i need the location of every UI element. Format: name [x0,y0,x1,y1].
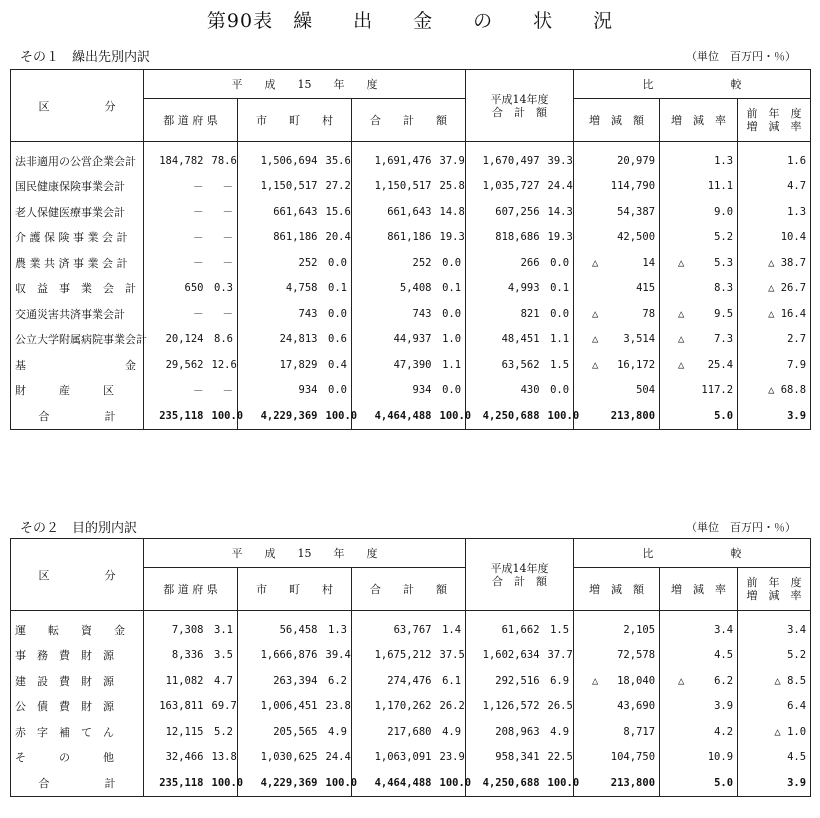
header-change-rate: 増 減 率 [660,568,738,611]
header-prev-year: 平成14年度 合 計 額 [466,539,574,611]
city-percent: 0.1 [322,276,352,302]
prev-amount: 1,602,634 [466,643,544,669]
city-percent: 27.2 [322,174,352,200]
prev-percent: 1.1 [544,327,574,353]
pref-percent: 3.1 [208,611,238,643]
prev-amount: 430 [466,378,544,404]
total-percent: 1.0 [436,327,466,353]
prev-change-rate: △ 8.5 [738,668,811,694]
pref-percent: 78.6 [208,142,238,174]
city-amount: 252 [238,250,322,276]
total-percent: 0.1 [436,276,466,302]
table-row [11,611,811,643]
total-amount: 1,170,262 [352,694,436,720]
table-row [11,694,811,720]
change-rate: 5.2 [660,225,738,251]
pref-amount: 29,562 [144,352,208,378]
city-amount: 743 [238,301,322,327]
pref-amount: － [144,174,208,200]
prev-amount: 266 [466,250,544,276]
total-percent: 23.9 [436,745,466,771]
prev-percent: 37.7 [544,643,574,669]
pref-amount: 7,308 [144,611,208,643]
change-rate: 3.4 [660,611,738,643]
prev-percent: 0.0 [544,378,574,404]
total-percent: 0.0 [436,301,466,327]
header-city: 市 町 村 [238,99,352,142]
header-total: 合 計 額 [352,568,466,611]
prev-change-rate: 1.3 [738,199,811,225]
change-amount: △ 16,172 [574,352,660,378]
change-amount: 504 [574,378,660,404]
prev-percent: 100.0 [544,770,574,796]
prev-change-rate: 3.9 [738,770,811,796]
pref-percent: － [208,301,238,327]
table-row [11,250,811,276]
pref-percent: － [208,250,238,276]
prev-change-rate: △ 1.0 [738,719,811,745]
row-label: 法非適用の公営企業会計 [11,142,144,174]
table-row [11,352,811,378]
change-rate: 5.0 [660,770,738,796]
prev-change-rate: 3.9 [738,403,811,429]
row-label: 建 設 費 財 源 [11,668,144,694]
header-year-group: 平 成 15 年 度 [144,539,466,568]
row-label: 公立大学附属病院事業会計 [11,327,144,353]
header-prefecture: 都 道 府 県 [144,99,238,142]
total-amount: 743 [352,301,436,327]
row-label: 基 金 [11,352,144,378]
pref-amount: － [144,199,208,225]
decrease-mark: △ [592,358,599,371]
table-row [11,142,811,174]
change-rate: △ 25.4 [660,352,738,378]
header-category: 区 分 [11,70,144,142]
table-row [11,378,811,404]
decrease-mark: △ [678,674,685,687]
destination-breakdown-table [10,69,811,430]
prev-change-rate: 4.5 [738,745,811,771]
row-label: 介 護 保 険 事 業 会 計 [11,225,144,251]
pref-amount: 32,466 [144,745,208,771]
table-row [11,276,811,302]
total-amount: 661,643 [352,199,436,225]
city-percent: 39.4 [322,643,352,669]
prev-change-rate: 3.4 [738,611,811,643]
change-amount: 213,800 [574,770,660,796]
prev-change-rate: 1.6 [738,142,811,174]
total-amount: 252 [352,250,436,276]
change-amount: 104,750 [574,745,660,771]
pref-percent: 100.0 [208,403,238,429]
header-change-amount: 増 減 額 [574,99,660,142]
table-row [11,327,811,353]
total-amount: 1,063,091 [352,745,436,771]
prev-amount: 63,562 [466,352,544,378]
pref-percent: 69.7 [208,694,238,720]
header-change-amount: 増 減 額 [574,568,660,611]
prev-percent: 6.9 [544,668,574,694]
decrease-mark: △ [678,358,685,371]
header-compare: 比 較 [574,539,811,568]
city-percent: 24.4 [322,745,352,771]
change-amount: 2,105 [574,611,660,643]
city-amount: 1,006,451 [238,694,322,720]
pref-amount: 20,124 [144,327,208,353]
row-label: 農 業 共 済 事 業 会 計 [11,250,144,276]
total-amount: 1,675,212 [352,643,436,669]
pref-percent: － [208,378,238,404]
pref-amount: 650 [144,276,208,302]
page-title: 第90表 繰 出 金 の 状 況 [206,10,614,32]
pref-amount: － [144,378,208,404]
unit-note: （単位 百万円・％） [686,521,796,534]
change-amount: △ 18,040 [574,668,660,694]
prev-percent: 0.0 [544,250,574,276]
prev-amount: 1,035,727 [466,174,544,200]
pref-percent: 5.2 [208,719,238,745]
total-amount: 1,150,517 [352,174,436,200]
prev-percent: 24.4 [544,174,574,200]
table-row [11,403,811,429]
prev-amount: 958,341 [466,745,544,771]
pref-amount: 8,336 [144,643,208,669]
decrease-mark: △ [678,307,685,320]
city-amount: 17,829 [238,352,322,378]
total-percent: 19.3 [436,225,466,251]
prev-change-rate: △ 68.8 [738,378,811,404]
change-rate: △ 5.3 [660,250,738,276]
section-title: その１ 繰出先別内訳 [20,50,151,65]
row-label: 合 計 [11,770,144,796]
header-prev-year: 平成14年度 合 計 額 [466,70,574,142]
prev-percent: 0.1 [544,276,574,302]
prev-amount: 4,250,688 [466,770,544,796]
change-rate: 4.5 [660,643,738,669]
city-percent: 23.8 [322,694,352,720]
change-amount: 415 [574,276,660,302]
pref-amount: 12,115 [144,719,208,745]
city-percent: 20.4 [322,225,352,251]
change-rate: 9.0 [660,199,738,225]
table-row [11,643,811,669]
pref-percent: 8.6 [208,327,238,353]
header-total: 合 計 額 [352,99,466,142]
header-prev-change: 前 年 度 増 減 率 [738,99,811,142]
city-amount: 661,643 [238,199,322,225]
total-amount: 1,691,476 [352,142,436,174]
total-amount: 274,476 [352,668,436,694]
row-label: 事 務 費 財 源 [11,643,144,669]
city-percent: 15.6 [322,199,352,225]
total-percent: 4.9 [436,719,466,745]
prev-amount: 1,670,497 [466,142,544,174]
total-percent: 14.8 [436,199,466,225]
row-label: 運 転 資 金 [11,611,144,643]
prev-amount: 61,662 [466,611,544,643]
city-percent: 0.0 [322,378,352,404]
prev-amount: 1,126,572 [466,694,544,720]
total-percent: 37.9 [436,142,466,174]
city-percent: 100.0 [322,403,352,429]
total-amount: 217,680 [352,719,436,745]
pref-percent: － [208,225,238,251]
decrease-mark: △ [592,307,599,320]
prev-percent: 26.5 [544,694,574,720]
row-label: 交通災害共済事業会計 [11,301,144,327]
prev-change-rate: 7.9 [738,352,811,378]
prev-change-rate: 2.7 [738,327,811,353]
pref-amount: － [144,250,208,276]
pref-amount: － [144,225,208,251]
city-percent: 0.0 [322,301,352,327]
city-percent: 0.6 [322,327,352,353]
prev-amount: 48,451 [466,327,544,353]
change-rate: 1.3 [660,142,738,174]
city-amount: 24,813 [238,327,322,353]
prev-percent: 0.0 [544,301,574,327]
prev-change-rate: △ 16.4 [738,301,811,327]
row-label: 赤 字 補 て ん [11,719,144,745]
total-percent: 100.0 [436,403,466,429]
prev-amount: 821 [466,301,544,327]
change-rate: 4.2 [660,719,738,745]
change-rate: 117.2 [660,378,738,404]
pref-amount: 184,782 [144,142,208,174]
total-amount: 4,464,488 [352,770,436,796]
change-amount: 213,800 [574,403,660,429]
table-row [11,174,811,200]
city-amount: 934 [238,378,322,404]
change-amount: 20,979 [574,142,660,174]
change-amount: △ 78 [574,301,660,327]
row-label: 合 計 [11,403,144,429]
header-compare: 比 較 [574,70,811,99]
change-amount: 54,387 [574,199,660,225]
prev-amount: 4,993 [466,276,544,302]
table-row [11,745,811,771]
row-label: 収 益 事 業 会 計 [11,276,144,302]
total-percent: 0.0 [436,250,466,276]
total-percent: 0.0 [436,378,466,404]
pref-percent: 4.7 [208,668,238,694]
change-rate: △ 9.5 [660,301,738,327]
city-amount: 263,394 [238,668,322,694]
city-amount: 1,506,694 [238,142,322,174]
table-row [11,668,811,694]
pref-percent: － [208,199,238,225]
city-percent: 35.6 [322,142,352,174]
prev-change-rate: △ 38.7 [738,250,811,276]
table-row [11,199,811,225]
purpose-breakdown-table [10,538,811,797]
total-percent: 100.0 [436,770,466,796]
change-amount: △ 3,514 [574,327,660,353]
change-rate: 8.3 [660,276,738,302]
change-rate: 5.0 [660,403,738,429]
prev-percent: 39.3 [544,142,574,174]
prev-amount: 208,963 [466,719,544,745]
pref-amount: － [144,301,208,327]
decrease-mark: △ [592,674,599,687]
change-amount: 8,717 [574,719,660,745]
change-amount: 42,500 [574,225,660,251]
section-title: その２ 目的別内訳 [20,521,138,536]
total-percent: 37.5 [436,643,466,669]
city-amount: 861,186 [238,225,322,251]
pref-percent: 0.3 [208,276,238,302]
prev-amount: 4,250,688 [466,403,544,429]
row-label: そ の 他 [11,745,144,771]
change-rate: △ 6.2 [660,668,738,694]
prev-percent: 22.5 [544,745,574,771]
prev-change-rate: 6.4 [738,694,811,720]
pref-amount: 235,118 [144,403,208,429]
city-percent: 0.4 [322,352,352,378]
row-label: 国民健康保険事業会計 [11,174,144,200]
row-label: 老人保健医療事業会計 [11,199,144,225]
table-row [11,301,811,327]
change-amount: 72,578 [574,643,660,669]
change-amount: 114,790 [574,174,660,200]
prev-percent: 4.9 [544,719,574,745]
prev-percent: 1.5 [544,352,574,378]
total-percent: 1.4 [436,611,466,643]
decrease-mark: △ [678,256,685,269]
total-amount: 44,937 [352,327,436,353]
pref-percent: 3.5 [208,643,238,669]
table-row [11,719,811,745]
header-city: 市 町 村 [238,568,352,611]
prev-percent: 1.5 [544,611,574,643]
row-label: 財 産 区 [11,378,144,404]
prev-change-rate: △ 26.7 [738,276,811,302]
total-amount: 5,408 [352,276,436,302]
table-row [11,770,811,796]
city-amount: 1,150,517 [238,174,322,200]
change-rate: 3.9 [660,694,738,720]
pref-percent: 100.0 [208,770,238,796]
total-amount: 47,390 [352,352,436,378]
pref-amount: 235,118 [144,770,208,796]
city-percent: 6.2 [322,668,352,694]
total-amount: 63,767 [352,611,436,643]
prev-amount: 818,686 [466,225,544,251]
pref-amount: 11,082 [144,668,208,694]
header-category: 区 分 [11,539,144,611]
change-amount: △ 14 [574,250,660,276]
city-amount: 205,565 [238,719,322,745]
total-percent: 6.1 [436,668,466,694]
prev-percent: 19.3 [544,225,574,251]
unit-note: （単位 百万円・％） [686,50,796,63]
city-percent: 4.9 [322,719,352,745]
total-amount: 861,186 [352,225,436,251]
table-row [11,225,811,251]
prev-amount: 292,516 [466,668,544,694]
decrease-mark: △ [592,256,599,269]
prev-percent: 100.0 [544,403,574,429]
city-amount: 4,229,369 [238,770,322,796]
city-amount: 1,666,876 [238,643,322,669]
header-year-group: 平 成 15 年 度 [144,70,466,99]
city-percent: 1.3 [322,611,352,643]
city-amount: 4,229,369 [238,403,322,429]
pref-percent: 12.6 [208,352,238,378]
prev-amount: 607,256 [466,199,544,225]
city-amount: 4,758 [238,276,322,302]
header-change-rate: 増 減 率 [660,99,738,142]
change-amount: 43,690 [574,694,660,720]
city-amount: 56,458 [238,611,322,643]
prev-change-rate: 5.2 [738,643,811,669]
row-label: 公 債 費 財 源 [11,694,144,720]
total-amount: 4,464,488 [352,403,436,429]
prev-percent: 14.3 [544,199,574,225]
decrease-mark: △ [592,333,599,346]
total-percent: 1.1 [436,352,466,378]
header-prefecture: 都 道 府 県 [144,568,238,611]
pref-percent: － [208,174,238,200]
prev-change-rate: 10.4 [738,225,811,251]
city-amount: 1,030,625 [238,745,322,771]
header-prev-change: 前 年 度 増 減 率 [738,568,811,611]
total-percent: 26.2 [436,694,466,720]
decrease-mark: △ [678,333,685,346]
city-percent: 0.0 [322,250,352,276]
prev-change-rate: 4.7 [738,174,811,200]
city-percent: 100.0 [322,770,352,796]
change-rate: 11.1 [660,174,738,200]
change-rate: △ 7.3 [660,327,738,353]
total-percent: 25.8 [436,174,466,200]
pref-amount: 163,811 [144,694,208,720]
pref-percent: 13.8 [208,745,238,771]
total-amount: 934 [352,378,436,404]
change-rate: 10.9 [660,745,738,771]
